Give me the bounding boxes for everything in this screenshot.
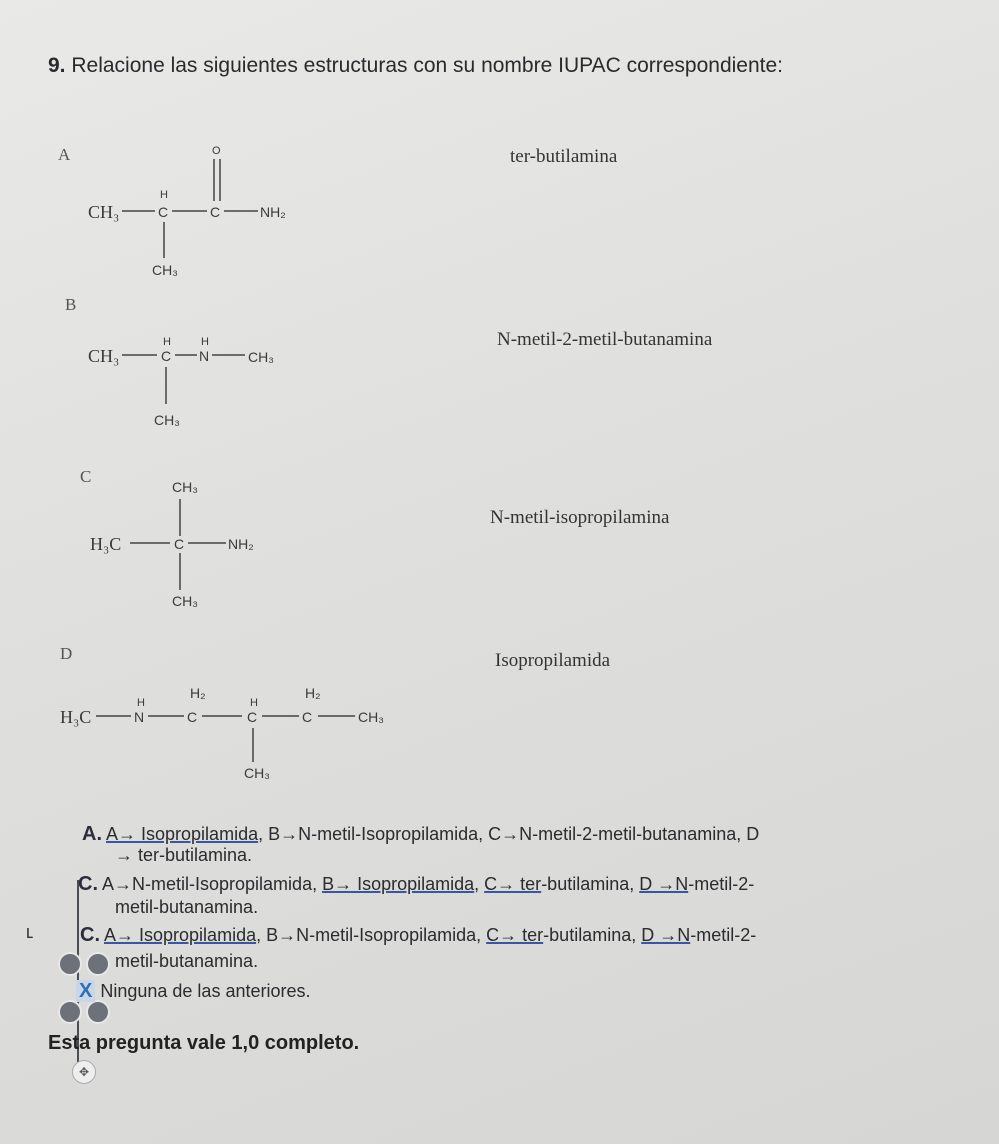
atom: H: [163, 336, 171, 348]
atom: CH₃: [152, 262, 178, 278]
option-text: Ninguna de las anteriores.: [100, 981, 311, 1001]
structure-label: B: [65, 295, 77, 314]
atom: H: [250, 697, 258, 709]
atom: C: [161, 348, 172, 364]
option-c-cont: [115, 951, 258, 972]
option-c[interactable]: [80, 924, 756, 947]
option-a-cont: [115, 845, 252, 866]
option-b[interactable]: [78, 873, 754, 896]
underlined-text: A→ Isopropilamida: [104, 925, 257, 945]
option-text: ,: [474, 874, 485, 894]
option-text: , B→N-metil-Isopropilamida,: [256, 925, 487, 945]
atom: NH₂: [260, 204, 286, 220]
underlined-text: C→ ter: [486, 925, 544, 945]
option-line: [104, 925, 756, 945]
atom: C: [174, 536, 185, 552]
option-text: → ter-butilamina.: [115, 845, 253, 865]
option-marker: C.: [78, 873, 98, 895]
structure-c: [80, 467, 254, 609]
atom: CH₃: [244, 765, 270, 781]
structure-d: [60, 644, 384, 781]
name-isopropilamida: Isopropilamida: [495, 650, 611, 671]
atom: C: [187, 709, 198, 725]
atom: CH₃: [88, 346, 120, 366]
question-text: Relacione las siguientes estructuras con su nombre IUPAC correspondiente:: [71, 54, 784, 77]
atom: CH₃: [172, 479, 198, 495]
name-ter-butilamina: ter-butilamina: [510, 146, 618, 167]
option-line: [102, 874, 754, 894]
underlined-text: A→ Isopropilamida: [106, 824, 259, 844]
atom: H: [137, 697, 145, 709]
question-value: Esta pregunta vale 1,0 completo.: [48, 1032, 360, 1054]
atom: C: [210, 204, 221, 220]
overlay-handle-dot[interactable]: [86, 952, 110, 976]
option-text: -metil-2-: [688, 874, 755, 894]
atom: O: [212, 145, 221, 157]
margin-mark: ʟ: [26, 922, 34, 942]
option-text: , B→N-metil-Isopropilamida, C→N-metil-2-metil-butanamina, D: [258, 824, 760, 844]
atom: CH₃: [88, 202, 120, 222]
atom: C: [158, 204, 169, 220]
option-text: -metil-2-: [690, 925, 757, 945]
overlay-handle-dot[interactable]: [58, 952, 82, 976]
option-a[interactable]: [82, 823, 759, 846]
underlined-text: D →N: [639, 874, 689, 894]
x-mark-icon: X: [76, 980, 95, 1002]
option-text: metil-butanamina.: [115, 897, 259, 917]
option-marker: C.: [80, 924, 100, 946]
structure-label: A: [58, 145, 71, 164]
atom: N: [199, 348, 210, 364]
name-n-metil-isopropilamina: N-metil-isopropilamina: [490, 507, 670, 528]
option-text: metil-butanamina.: [115, 951, 259, 971]
name-n-metil-2-metil-butanamina: N-metil-2-metil-butanamina: [497, 329, 713, 350]
atom: N: [134, 709, 145, 725]
atom: H₃C: [90, 534, 122, 554]
atom: H₂: [305, 685, 321, 701]
underlined-text: B→ Isopropilamida: [322, 874, 475, 894]
move-handle-icon[interactable]: ✥: [72, 1060, 96, 1084]
atom: H₃C: [60, 707, 92, 727]
atom: CH₃: [248, 349, 274, 365]
atom: C: [302, 709, 313, 725]
atom: H: [201, 336, 209, 348]
option-marker: A.: [82, 823, 102, 845]
atom: H₂: [190, 685, 206, 701]
option-text: -butilamina,: [543, 925, 642, 945]
structure-label: C: [80, 467, 92, 486]
option-b-cont: [115, 897, 258, 918]
question-number: 9.: [48, 54, 66, 77]
structure-label: D: [60, 644, 73, 663]
atom: CH₃: [172, 593, 198, 609]
structure-b: [65, 295, 274, 428]
structure-a: [58, 145, 286, 278]
option-text: A→N-metil-Isopropilamida,: [102, 874, 323, 894]
option-d[interactable]: [76, 980, 311, 1003]
overlay-handle-dot[interactable]: [86, 1000, 110, 1024]
option-text: -butilamina,: [541, 874, 640, 894]
atom: NH₂: [228, 536, 254, 552]
option-line: [106, 824, 759, 844]
underlined-text: D →N: [641, 925, 691, 945]
overlay-handle-dot[interactable]: [58, 1000, 82, 1024]
atom: CH₃: [154, 412, 180, 428]
atom: H: [160, 189, 168, 201]
atom: C: [247, 709, 258, 725]
underlined-text: C→ ter: [484, 874, 542, 894]
atom: CH₃: [358, 709, 384, 725]
